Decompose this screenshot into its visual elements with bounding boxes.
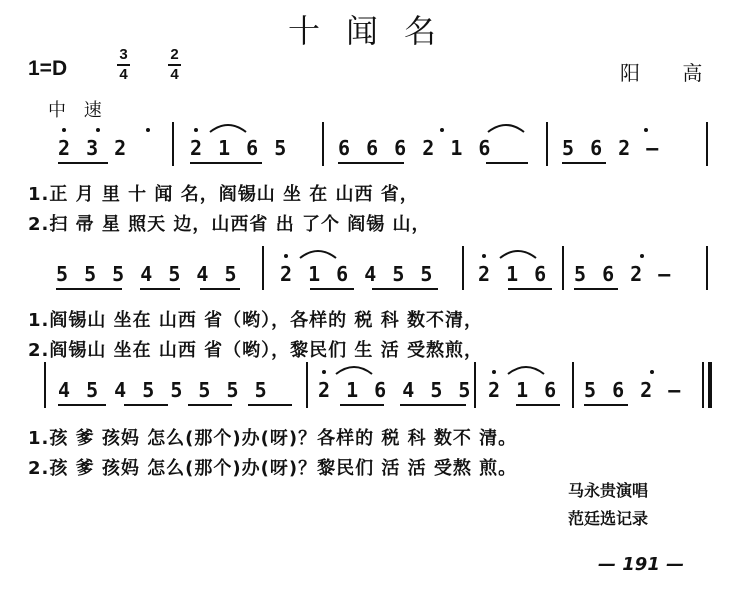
measure-3-notes: 2 1 6 xyxy=(488,378,559,402)
lyric-line-2: 2.扫 帚 星 照天 边，山西省 出 了个 阎锡 山， xyxy=(28,214,431,235)
slur xyxy=(500,251,536,258)
recorder-credit: 范廷选记录 xyxy=(568,509,649,528)
measure-4-notes: 5 6 2 — xyxy=(562,136,661,160)
measure-2-notes: 2 1 6 5 xyxy=(190,136,289,160)
measure-1-notes: 4 5 4 5 5 5 5 5 xyxy=(58,378,269,402)
measure-4-notes: 5 6 2 — xyxy=(574,262,673,286)
lyric-line-1: 1.阎锡山 坐在 山西 省（哟），各样的 税 科 数不清， xyxy=(28,310,483,331)
time-sig-denominator: 4 xyxy=(170,66,179,83)
song-title: 十闻名 xyxy=(287,12,462,50)
time-sig-numerator: 2 xyxy=(170,46,179,63)
time-sig-denominator: 4 xyxy=(119,66,128,83)
lyric-line-2: 2.阎锡山 坐在 山西 省（哟），黎民们 生 活 受熬煎， xyxy=(28,340,483,361)
slur xyxy=(210,125,246,132)
lyric-line-2: 2.孩 爹 孩妈 怎么(那个)办(呀)？黎民们 活 活 受熬 煎。 xyxy=(28,458,518,479)
lyric-line-1: 1.正 月 里 十 闻 名，阎锡山 坐 在 山西 省， xyxy=(28,184,419,205)
singer-credit: 马永贵演唱 xyxy=(568,481,649,500)
collector-name: 阳 高 xyxy=(620,61,721,85)
measure-1-notes: 2 3 2 xyxy=(58,136,129,160)
measure-1-notes: 5 5 5 4 5 4 5 xyxy=(56,262,239,286)
time-sig-numerator: 3 xyxy=(119,46,128,63)
slur xyxy=(508,367,544,374)
lyric-line-1: 1.孩 爹 孩妈 怎么(那个)办(呀)？各样的 税 科 数不 清。 xyxy=(28,428,518,449)
measure-3-notes: 2 1 6 xyxy=(478,262,549,286)
measure-4-notes: 5 6 2 — xyxy=(584,378,683,402)
slur xyxy=(300,251,336,258)
key-signature: 1=D xyxy=(28,57,68,80)
slur xyxy=(488,125,524,132)
page-number: — 191 — xyxy=(598,554,685,575)
measure-3-notes: 6 6 6 2 1 6 xyxy=(338,136,493,160)
measure-2-notes: 2 1 6 4 5 5 xyxy=(318,378,473,402)
measure-2-notes: 2 1 6 4 5 5 xyxy=(280,262,435,286)
tempo-marking: 中 速 xyxy=(48,100,108,121)
slur xyxy=(336,367,372,374)
